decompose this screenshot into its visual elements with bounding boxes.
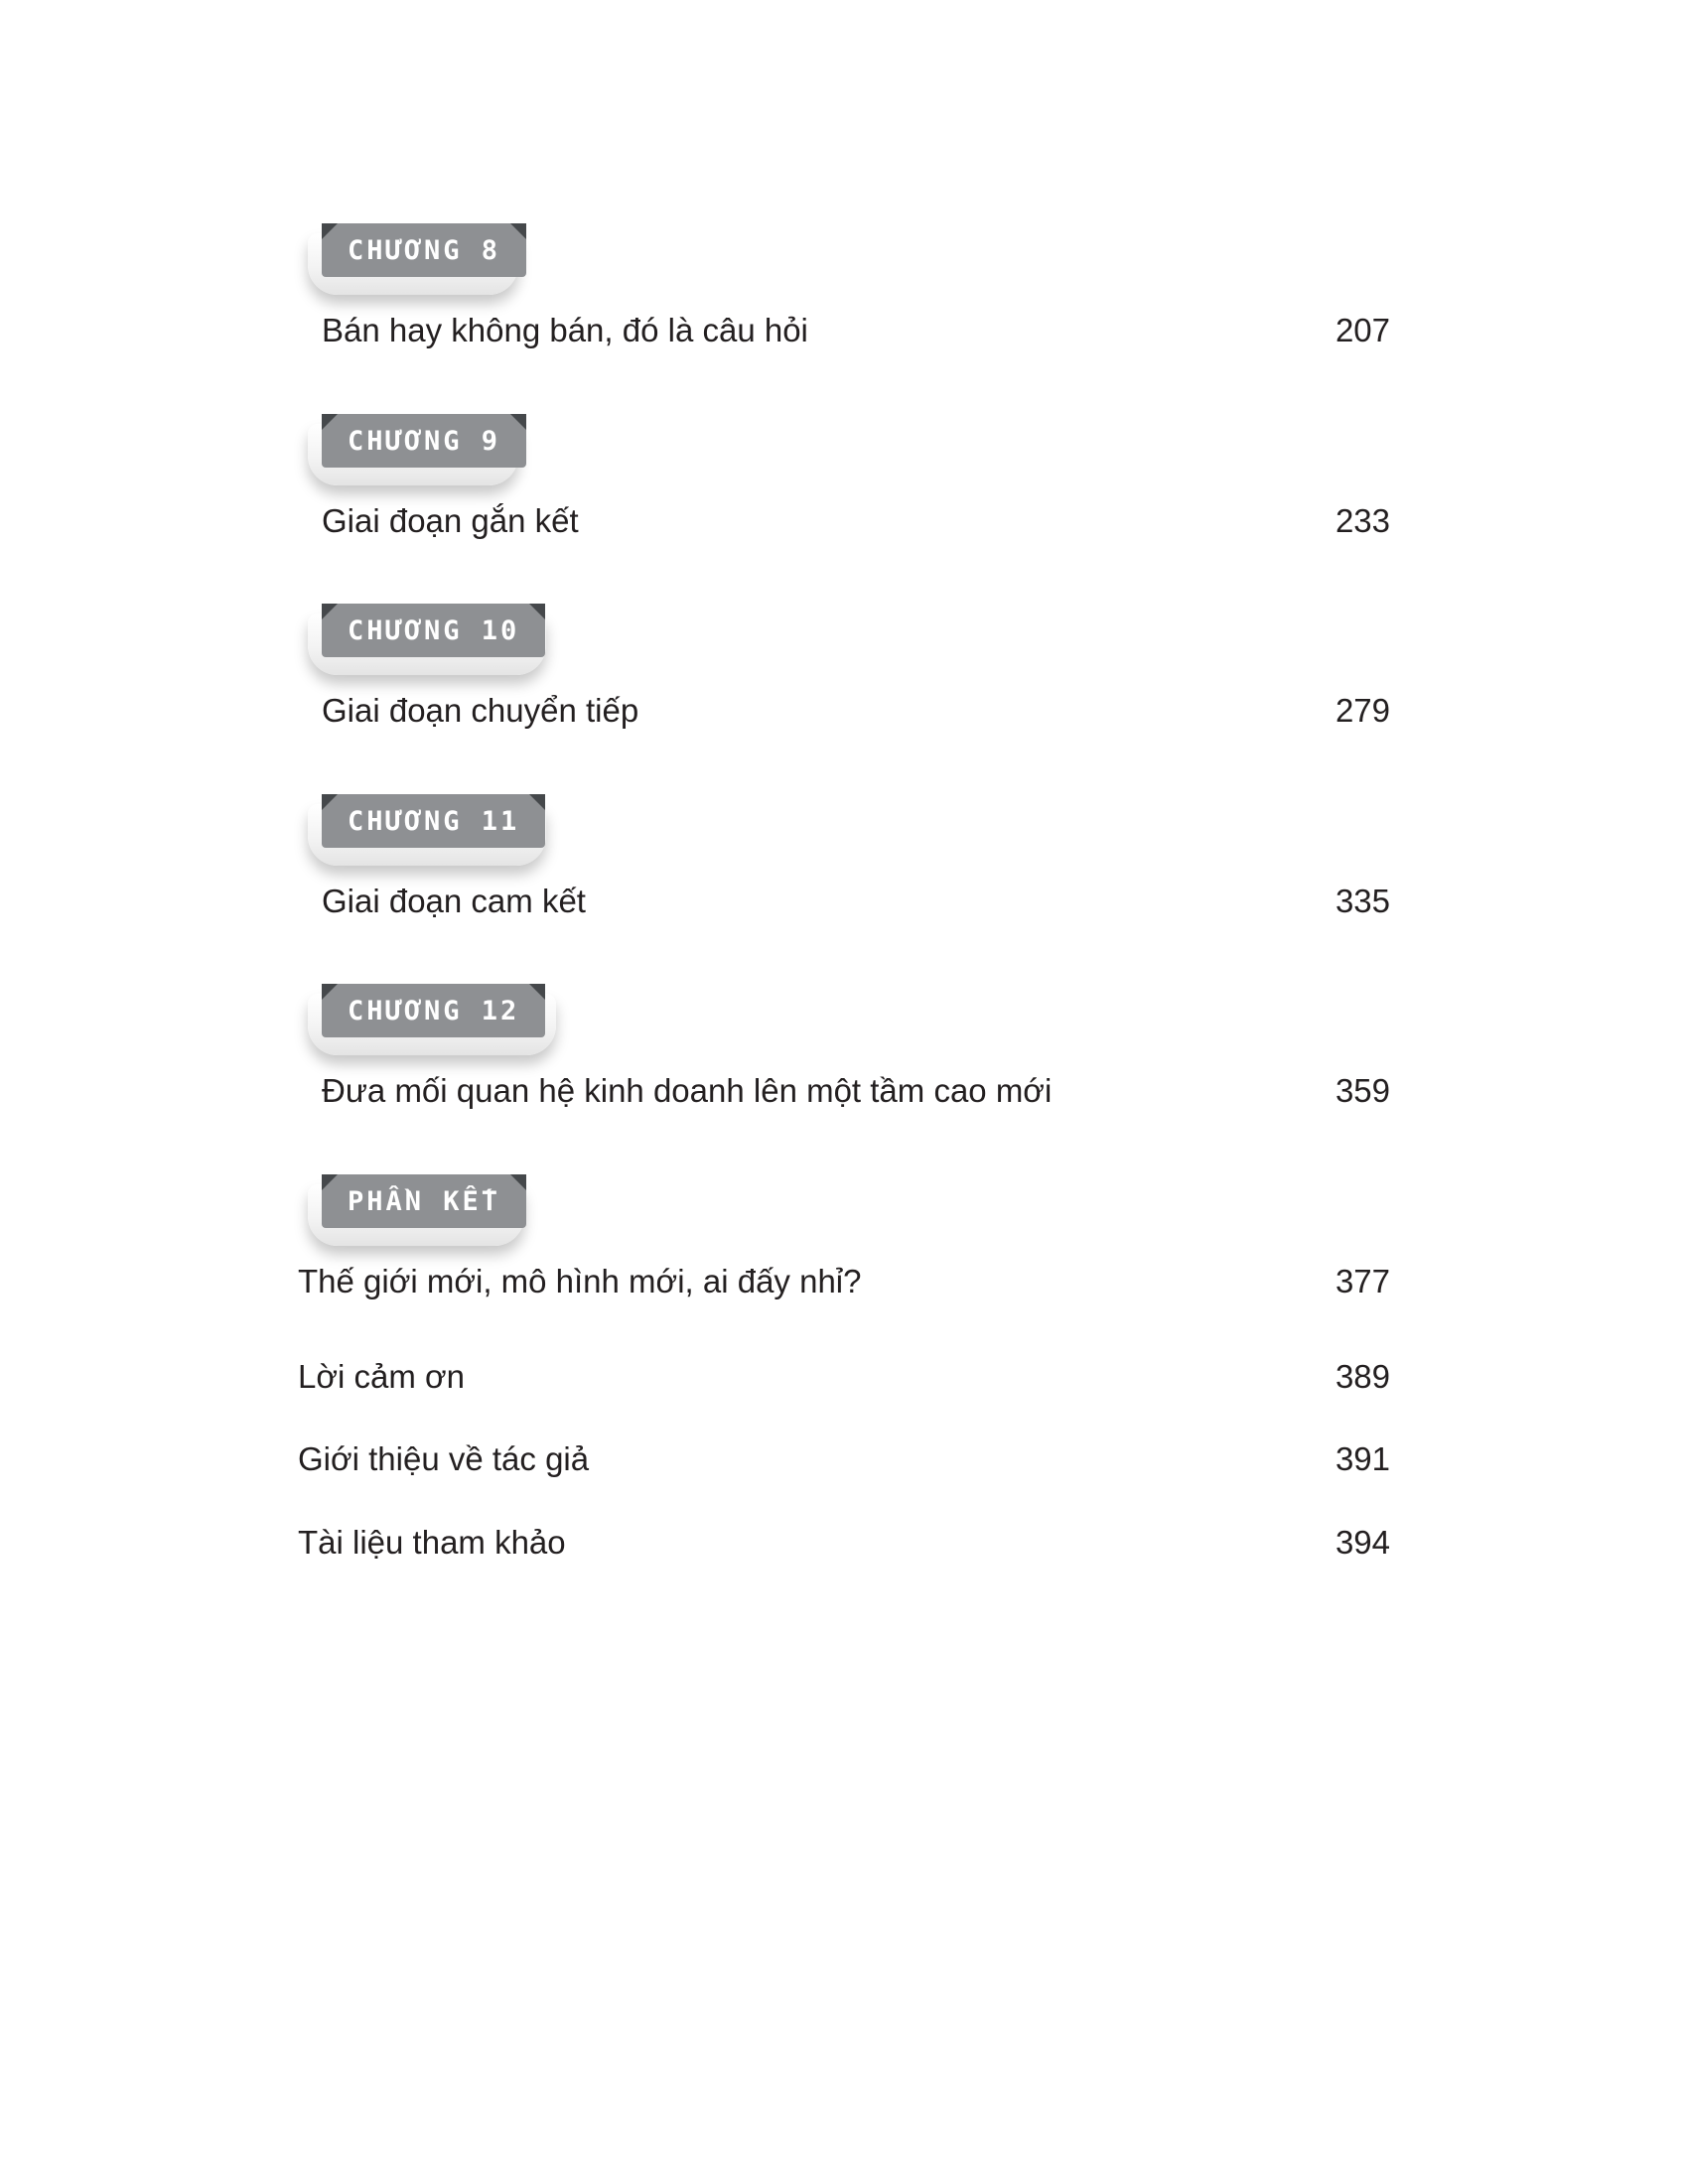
chapter-badge xyxy=(322,984,545,1037)
toc-entry-chuong-12 xyxy=(298,984,1390,1111)
toc-page-number: 359 xyxy=(1335,1072,1390,1110)
chapter-badge-wrap xyxy=(322,223,1390,315)
chapter-badge-wrap xyxy=(322,984,1390,1075)
toc-entry-chuong-8 xyxy=(298,223,1390,350)
chapter-badge xyxy=(322,414,526,468)
chapter-badge xyxy=(322,604,545,657)
toc-entry-chuong-9 xyxy=(298,414,1390,541)
chapter-badge-wrap xyxy=(322,604,1390,695)
chapter-badge xyxy=(322,223,526,277)
toc-page-number: 377 xyxy=(1335,1262,1390,1299)
toc-entry-chuong-10 xyxy=(298,604,1390,731)
toc-title: Thế giới mới, mô hình mới, ai đấy nhỉ? xyxy=(298,1262,862,1299)
toc-page-number: 389 xyxy=(1335,1357,1390,1395)
fold-corner-right-icon xyxy=(529,604,545,619)
chapter-badge-label: PHẦN KẾT xyxy=(348,1185,501,1217)
chapter-badge xyxy=(322,1174,526,1228)
toc-page-number: 335 xyxy=(1335,882,1390,919)
toc-title: Bán hay không bán, đó là câu hỏi xyxy=(322,312,808,348)
toc-row[interactable] xyxy=(322,882,1390,921)
fold-corner-right-icon xyxy=(529,794,545,810)
chapter-badge-wrap xyxy=(322,794,1390,886)
toc-row[interactable] xyxy=(298,1439,1390,1479)
toc-row[interactable] xyxy=(322,691,1390,731)
toc-title: Tài liệu tham khảo xyxy=(298,1523,566,1561)
toc-title: Giới thiệu về tác giả xyxy=(298,1440,590,1478)
fold-corner-left-icon xyxy=(322,604,338,619)
toc-back-matter xyxy=(298,1357,1390,1563)
toc-title: Giai đoạn chuyển tiếp xyxy=(322,692,639,730)
toc-row[interactable] xyxy=(298,1523,1390,1563)
fold-corner-right-icon xyxy=(510,414,526,430)
toc-page-number: 233 xyxy=(1335,501,1390,539)
toc-page-number: 391 xyxy=(1335,1440,1390,1478)
chapter-badge-wrap xyxy=(322,414,1390,505)
toc-title: Giai đoạn cam kết xyxy=(322,882,586,919)
chapter-badge xyxy=(322,794,545,848)
toc-list xyxy=(298,223,1390,1605)
fold-corner-right-icon xyxy=(510,223,526,239)
toc-page-number: 394 xyxy=(1335,1523,1390,1561)
toc-row[interactable] xyxy=(298,1357,1390,1397)
toc-title: Đưa mối quan hệ kinh doanh lên một tầm cao mới xyxy=(322,1072,1053,1110)
fold-corner-right-icon xyxy=(510,1174,526,1190)
chapter-badge-wrap xyxy=(322,1174,1390,1266)
toc-row[interactable] xyxy=(322,311,1390,350)
toc-row[interactable] xyxy=(322,1071,1390,1111)
fold-corner-left-icon xyxy=(322,984,338,1000)
chapter-badge-label: CHƯƠNG 11 xyxy=(348,805,520,837)
fold-corner-left-icon xyxy=(322,414,338,430)
toc-title: Lời cảm ơn xyxy=(298,1357,465,1395)
toc-row[interactable] xyxy=(298,1262,1390,1301)
chapter-badge-label: CHƯƠNG 10 xyxy=(348,615,520,647)
fold-corner-right-icon xyxy=(529,984,545,1000)
toc-row[interactable] xyxy=(322,501,1390,541)
toc-page-number: 279 xyxy=(1335,692,1390,730)
toc-entry-chuong-11 xyxy=(298,794,1390,921)
toc-title: Giai đoạn gắn kết xyxy=(322,501,579,539)
fold-corner-left-icon xyxy=(322,794,338,810)
chapter-badge-label: CHƯƠNG 9 xyxy=(348,425,501,457)
chapter-badge-label: CHƯƠNG 8 xyxy=(348,235,501,266)
fold-corner-left-icon xyxy=(322,1174,338,1190)
chapter-badge-label: CHƯƠNG 12 xyxy=(348,996,520,1027)
toc-entry-phan-ket xyxy=(298,1174,1390,1301)
toc-page-number: 207 xyxy=(1335,312,1390,348)
fold-corner-left-icon xyxy=(322,223,338,239)
